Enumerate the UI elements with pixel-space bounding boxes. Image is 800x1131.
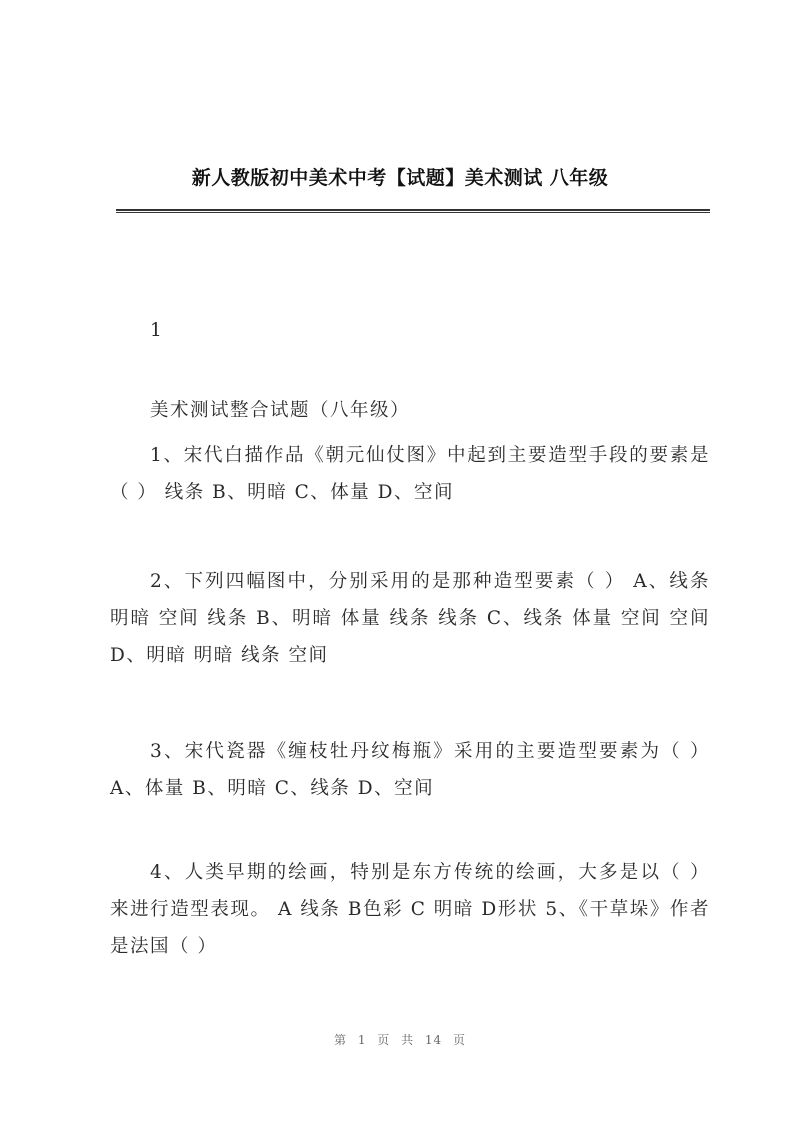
question-4 — [110, 854, 710, 965]
question-text: 3、宋代瓷器《缠枝牡丹纹梅瓶》采用的主要造型要素为（ ） A、体量 B、明暗 C、线条 D、空间 — [110, 741, 710, 799]
document-title: 新人教版初中美术中考【试题】美术测试 八年级 — [191, 167, 609, 189]
title-divider — [116, 209, 710, 213]
question-text: 2、下列四幅图中，分别采用的是那种造型要素（ ） A、线条 明暗 空间 线条 B、明暗 体量 线条 线条 C、线条 体量 空间 空间 D、明暗 明暗 线条 空间 — [110, 571, 710, 666]
page-footer: 第 1 页 共 14 页 — [334, 1033, 466, 1047]
page-number-text: 1 — [150, 320, 164, 341]
section-heading-text: 美术测试整合试题（八年级） — [150, 400, 411, 421]
question-text: 4、人类早期的绘画，特别是东方传统的绘画，大多是以（ ） 来进行造型表现。 A 线条 B色彩 C 明暗 D形状 5、《干草垛》作者是法国（ ） — [110, 862, 710, 957]
question-2 — [110, 563, 710, 674]
question-3 — [110, 733, 710, 807]
question-text: 1、宋代白描作品《朝元仙仗图》中起到主要造型手段的要素是（ ） 线条 B、明暗 C、体量 D、空间 — [110, 445, 710, 503]
section-heading — [110, 392, 710, 429]
question-1 — [110, 437, 710, 511]
page-number-marker — [110, 312, 710, 349]
